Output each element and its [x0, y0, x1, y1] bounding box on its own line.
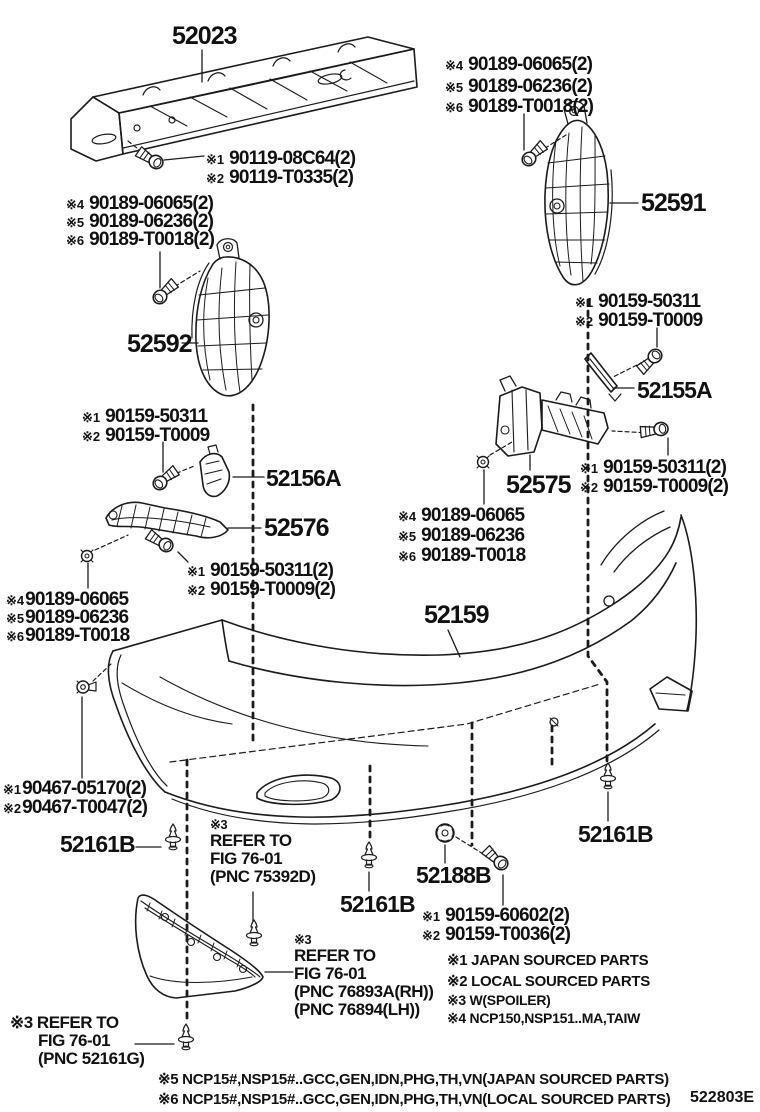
legend-ncp150: ※4 NCP150,NSP151..MA,TAIW [447, 1010, 641, 1026]
ref-90159-50311-left: ※1 90159-50311 [82, 406, 208, 427]
part-label-52155a: 52155A [637, 377, 712, 403]
screw-grommet-icon [77, 681, 96, 693]
legend-japan-sourced: ※1 JAPAN SOURCED PARTS [447, 952, 649, 969]
bolt-icon [135, 146, 166, 171]
reinforcement-bar-52023-drawing [71, 37, 417, 161]
part-label-52188b: 52188B [416, 862, 491, 888]
ref-90159-t0009-left: ※2 90159-T0009 [82, 425, 210, 446]
mudguard-spoiler-drawing [136, 895, 263, 998]
nut-icon [81, 550, 93, 562]
nut-icon [477, 456, 489, 468]
part-label-52023: 52023 [172, 22, 237, 50]
note-refer-fig76-01-76893a: ※3 REFER TO FIG 76-01 (PNC 76893A(RH)) (PNC 76894(LH)) [294, 932, 434, 1019]
ref-90189-t0018-tr: ※6 90189-T0018(2) [445, 96, 594, 117]
part-label-52156a: 52156A [266, 465, 341, 491]
part-label-52161b-center: 52161B [340, 891, 415, 917]
part-label-52576: 52576 [264, 514, 329, 542]
note-refer-fig76-01-52161g: ※3 REFER TO FIG 76-01 (PNC 52161G) [10, 1013, 145, 1068]
ref-90189-06065-bl: ※4 90189-06065 [6, 589, 129, 610]
push-clip-icon [179, 1024, 194, 1050]
ref-90189-06236-mid: ※5 90189-06236 [398, 525, 525, 546]
ref-90159-t0009-2-right: ※2 90159-T0009(2) [580, 476, 729, 497]
part-label-52159: 52159 [424, 601, 489, 629]
ref-90159-50311-right: ※1 90159-50311 [575, 291, 701, 312]
ref-90189-06065-mid: ※4 90189-06065 [398, 505, 525, 526]
legend-local-sourced: ※2 LOCAL SOURCED PARTS [447, 973, 650, 990]
grommet-icon [436, 824, 454, 842]
legend-ncp15-local: ※6 NCP15#,NSP15#..GCC,GEN,IDN,PHG,TH,VN(LOCAL SOURCED PARTS) [158, 1091, 671, 1108]
bolt-icon [639, 421, 669, 439]
push-clip-icon [362, 842, 377, 868]
ref-90159-t0036: ※2 90159-T0036(2) [422, 924, 571, 945]
ref-90189-t0018-bl: ※6 90189-T0018 [6, 625, 130, 646]
ref-90159-60602: ※1 90159-60602(2) [422, 905, 570, 926]
ref-90119-08c64: ※1 90119-08C64(2) [206, 148, 356, 169]
bolt-icon [145, 529, 176, 554]
note-refer-fig76-01-75392d: ※3 REFER TO FIG 76-01 (PNC 75392D) [210, 817, 316, 886]
ref-90159-50311-2-left: ※1 90159-50311(2) [187, 560, 334, 581]
push-clip-icon [247, 920, 262, 946]
ref-90189-06236-bl: ※5 90189-06236 [6, 607, 129, 628]
side-pad-52592-drawing [192, 239, 269, 396]
ref-90189-06065-tl: ※4 90189-06065(2) [66, 193, 214, 214]
ref-90467-05170: ※1 90467-05170(2) [3, 778, 147, 799]
bracket-52576-drawing [106, 502, 228, 537]
ref-90159-t0009-2-left: ※2 90159-T0009(2) [187, 579, 336, 600]
bolt-icon [150, 278, 179, 307]
push-clip-icon [166, 824, 181, 850]
ref-90189-06236-tl: ※5 90189-06236(2) [66, 211, 214, 232]
bolt-icon [150, 465, 180, 493]
ref-90189-t0018-mid: ※6 90189-T0018 [398, 545, 526, 566]
ref-90189-06236-tr: ※5 90189-06236(2) [445, 76, 593, 97]
bracket-52155a-drawing [585, 353, 621, 401]
bolt-icon [636, 346, 665, 375]
legend-ncp15-japan: ※5 NCP15#,NSP15#..GCC,GEN,IDN,PHG,TH,VN(JAPAN SOURCED PARTS) [158, 1071, 669, 1088]
part-label-52575: 52575 [506, 471, 571, 499]
part-label-52591: 52591 [641, 189, 706, 217]
part-label-52161b-right: 52161B [578, 821, 653, 847]
hidden-edge-dashed [170, 684, 600, 762]
ref-90159-50311-2-right: ※1 90159-50311(2) [580, 457, 727, 478]
bracket-52156a-drawing [200, 445, 229, 496]
ref-90467-t0047: ※2 90467-T0047(2) [3, 797, 148, 818]
figure-code: 522803E [690, 1089, 755, 1106]
part-label-52161b-left: 52161B [60, 831, 135, 857]
side-pad-52591-drawing [545, 101, 612, 284]
ref-90119-t0335: ※2 90119-T0335(2) [206, 167, 354, 188]
bracket-52575-drawing [496, 376, 608, 456]
part-label-52592: 52592 [127, 330, 192, 358]
ref-90189-t0018-tl: ※6 90189-T0018(2) [66, 229, 215, 250]
legend-w-spoiler: ※3 W(SPOILER) [447, 992, 551, 1008]
ref-90159-t0009-right: ※2 90159-T0009 [575, 310, 703, 331]
ref-90189-06065-tr: ※4 90189-06065(2) [445, 54, 593, 75]
